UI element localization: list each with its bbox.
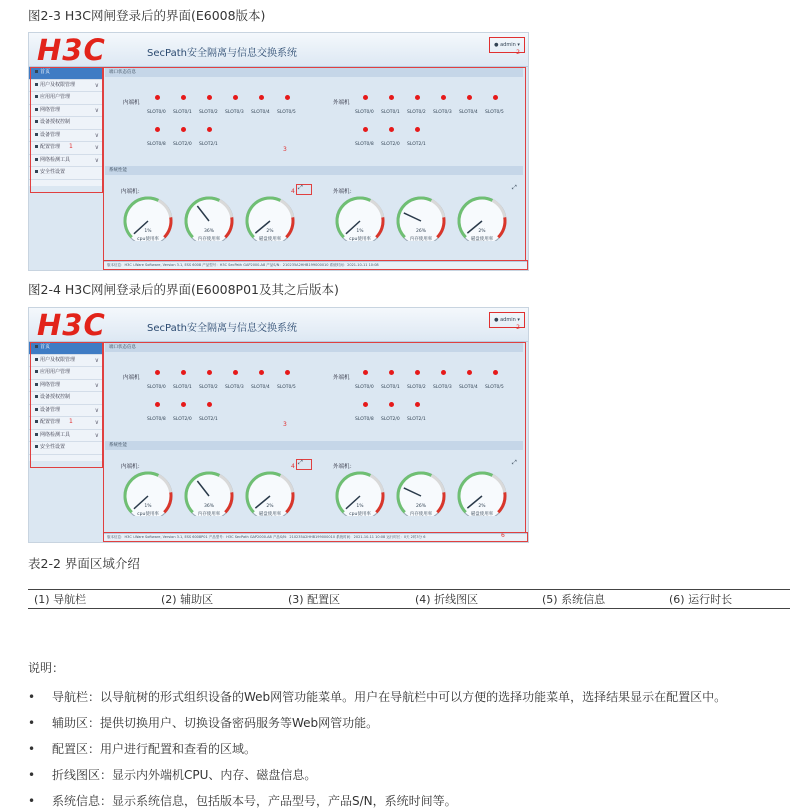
slot-label: SLOT0/0 <box>355 385 374 390</box>
usage-gauge <box>394 470 448 516</box>
slot-label: SLOT0/8 <box>355 142 374 147</box>
gauge-label: 磁盘使用率 <box>470 512 494 517</box>
port-status-dot <box>181 95 186 100</box>
note-title: 说明： <box>28 661 65 675</box>
usage-gauge <box>243 470 297 516</box>
gauge-dial <box>333 470 387 516</box>
port-status-header: 端口状态信息 <box>105 343 523 352</box>
port-status-dot <box>181 127 186 132</box>
gauge-dial <box>182 195 236 241</box>
area-table <box>28 589 790 609</box>
note-item: • 配置区：用户进行配置和查看的区域。 <box>28 742 257 756</box>
port-status-dot <box>155 370 160 375</box>
chevron-down-icon: ∨ <box>94 144 99 151</box>
nav-item-label: 首页 <box>40 69 51 75</box>
screenshot-e6008 <box>28 32 529 271</box>
nav-item-label: 安全性设置 <box>40 444 66 450</box>
gauge-value: 1% <box>144 229 152 234</box>
port-status-dot <box>415 127 420 132</box>
slot-label: SLOT0/4 <box>251 385 270 390</box>
gauge-value: 2% <box>266 504 274 509</box>
slot-label: SLOT2/0 <box>381 142 400 147</box>
gauge-value: 1% <box>144 504 152 509</box>
port-status-dot <box>207 95 212 100</box>
nav-item-label: 网络检测工具 <box>40 156 71 163</box>
usage-gauge <box>182 195 236 241</box>
gauge-dial <box>394 195 448 241</box>
slot-label: SLOT0/8 <box>355 417 374 422</box>
port-status-dot <box>181 370 186 375</box>
port-status-dot <box>493 370 498 375</box>
gauge-label: 内存使用率 <box>409 512 433 517</box>
port-status-dot <box>389 402 394 407</box>
nav-item-label: 设备管理 <box>40 406 61 413</box>
slot-label: SLOT0/2 <box>199 385 218 390</box>
port-status-dot <box>363 95 368 100</box>
gauge-dial <box>182 470 236 516</box>
admin-user-button[interactable]: ● admin ▾ <box>489 37 525 53</box>
nav-item-label: 应用用户管理 <box>40 369 71 375</box>
nav-item-label: 设备授权控制 <box>40 119 71 125</box>
slot-label: SLOT0/4 <box>251 110 270 115</box>
admin-user-button[interactable]: ● admin ▾ <box>489 312 525 328</box>
gauge-dial <box>243 470 297 516</box>
port-status-dot <box>415 402 420 407</box>
slot-label: SLOT2/1 <box>407 142 426 147</box>
port-status-dot <box>389 370 394 375</box>
nav-item-label: 用户及权限管理 <box>40 81 76 88</box>
region-marker-2: 2 <box>516 324 520 331</box>
slot-label: SLOT2/1 <box>199 417 218 422</box>
gauge-value: 2% <box>478 229 486 234</box>
gauge-dial <box>243 195 297 241</box>
chevron-down-icon: ∨ <box>94 106 99 114</box>
nav-item-label: 网络检测工具 <box>40 431 71 438</box>
system-name: SecPath安全隔离与信息交换系统 <box>147 323 297 334</box>
outer-perf-label: 外端机： <box>333 464 356 470</box>
chevron-down-icon: ∨ <box>94 356 99 364</box>
port-status-dot <box>363 402 368 407</box>
nav-item-label: 设备授权控制 <box>40 394 71 400</box>
inner-machine-label: 内端机 <box>123 375 140 381</box>
nav-item-label: 配置管理 <box>40 144 61 150</box>
note-item: • 导航栏：以导航树的形式组织设备的Web网管功能菜单。用户在导航栏中可以方便的选择功能菜单，选择结果显示在配置区中。 <box>28 690 727 704</box>
port-status-dot <box>441 95 446 100</box>
slot-label: SLOT0/3 <box>433 110 452 115</box>
port-status-dot <box>389 127 394 132</box>
app-header <box>29 33 528 67</box>
usage-gauge <box>455 470 509 516</box>
note-item: • 辅助区：提供切换用户、切换设备密码服务等Web网管功能。 <box>28 716 379 730</box>
usage-gauge <box>455 195 509 241</box>
slot-label: SLOT0/2 <box>199 110 218 115</box>
slot-label: SLOT0/5 <box>277 385 296 390</box>
slot-label: SLOT0/2 <box>407 110 426 115</box>
gauge-label: 磁盘使用率 <box>470 237 494 242</box>
port-status-dot <box>285 95 290 100</box>
gauge-value: 26% <box>415 229 427 234</box>
port-status-dot <box>233 95 238 100</box>
chevron-down-icon: ∨ <box>94 381 99 389</box>
region-marker-3: 3 <box>283 421 287 428</box>
chevron-down-icon: ∨ <box>94 81 99 89</box>
nav-item-label: 应用用户管理 <box>40 94 71 100</box>
system-perf-header: 系统性能 <box>105 166 523 175</box>
figure-caption-1: 图2-3 H3C网闸登录后的界面(E6008版本) <box>28 8 266 23</box>
slot-label: SLOT0/8 <box>147 417 166 422</box>
port-status-dot <box>259 370 264 375</box>
table-cell: (4) 折线图区 <box>409 590 536 609</box>
slot-label: SLOT0/1 <box>381 385 400 390</box>
slot-label: SLOT0/2 <box>407 385 426 390</box>
usage-gauge <box>333 470 387 516</box>
chart-toggle-icon[interactable]: ⤢ <box>512 459 517 466</box>
gauge-label: 磁盘使用率 <box>258 512 282 517</box>
slot-label: SLOT0/8 <box>147 142 166 147</box>
gauge-dial <box>121 470 175 516</box>
chevron-down-icon: ∨ <box>94 406 99 414</box>
region-box-1 <box>30 342 103 468</box>
inner-machine-label: 内端机 <box>123 100 140 106</box>
outer-perf-label: 外端机： <box>333 189 356 195</box>
port-status-dot <box>207 127 212 132</box>
gauge-label: cpu使用率 <box>349 237 371 242</box>
chevron-down-icon: ∨ <box>94 131 99 139</box>
region-box-1 <box>30 67 103 193</box>
region-marker-1: 1 <box>69 143 73 150</box>
port-status-dot <box>155 95 160 100</box>
port-status-dot <box>415 95 420 100</box>
slot-label: SLOT0/5 <box>485 110 504 115</box>
slot-label: SLOT0/1 <box>381 110 400 115</box>
gauge-value: 1% <box>356 229 364 234</box>
h3c-logo: H3C <box>37 33 106 67</box>
gauge-dial <box>455 470 509 516</box>
screenshot-e6008p01 <box>28 307 529 543</box>
slot-label: SLOT0/5 <box>485 385 504 390</box>
port-status-dot <box>155 402 160 407</box>
port-status-dot <box>155 127 160 132</box>
inner-perf-label: 内端机： <box>121 189 144 195</box>
table-caption: 表2-2 界面区域介绍 <box>28 556 140 571</box>
nav-item-label: 用户及权限管理 <box>40 356 76 363</box>
outer-machine-label: 外端机 <box>333 375 350 381</box>
gauge-label: cpu使用率 <box>137 512 159 517</box>
region-marker-4: 4 <box>291 463 295 470</box>
nav-item-label: 网络管理 <box>40 106 61 113</box>
gauge-value: 36% <box>203 504 215 509</box>
gauge-value: 2% <box>478 504 486 509</box>
slot-label: SLOT0/0 <box>147 110 166 115</box>
gauge-value: 1% <box>356 504 364 509</box>
usage-gauge <box>121 195 175 241</box>
chevron-down-icon: ∨ <box>94 419 99 426</box>
region-box-5 <box>103 260 528 270</box>
h3c-logo: H3C <box>37 308 106 342</box>
port-status-header: 端口状态信息 <box>105 68 523 77</box>
app-header <box>29 308 528 342</box>
figure-caption-2: 图2-4 H3C网闸登录后的界面(E6008P01及其之后版本) <box>28 282 339 297</box>
slot-label: SLOT2/0 <box>381 417 400 422</box>
system-name: SecPath安全隔离与信息交换系统 <box>147 48 297 59</box>
port-status-dot <box>467 95 472 100</box>
port-status-dot <box>363 127 368 132</box>
port-status-dot <box>493 95 498 100</box>
slot-label: SLOT0/5 <box>277 110 296 115</box>
region-marker-3: 3 <box>283 146 287 153</box>
usage-gauge <box>394 195 448 241</box>
slot-label: SLOT0/3 <box>225 385 244 390</box>
port-status-dot <box>207 402 212 407</box>
note-item: • 折线图区：显示内外端机CPU、内存、磁盘信息。 <box>28 768 317 782</box>
gauge-dial <box>455 195 509 241</box>
usage-gauge <box>243 195 297 241</box>
gauge-label: 磁盘使用率 <box>258 237 282 242</box>
region-marker-2: 2 <box>516 49 520 56</box>
outer-machine-label: 外端机 <box>333 100 350 106</box>
port-status-dot <box>415 370 420 375</box>
gauge-label: cpu使用率 <box>349 512 371 517</box>
slot-label: SLOT0/1 <box>173 385 192 390</box>
chevron-down-icon: ∨ <box>94 431 99 439</box>
slot-label: SLOT0/3 <box>225 110 244 115</box>
system-perf-header: 系统性能 <box>105 441 523 450</box>
slot-label: SLOT2/1 <box>407 417 426 422</box>
port-status-dot <box>363 370 368 375</box>
gauge-label: 内存使用率 <box>197 512 221 517</box>
usage-gauge <box>182 470 236 516</box>
port-status-dot <box>181 402 186 407</box>
system-info-bar: 版本信息：H3C i-Ware Software, Version 3.1, ESS 6008 产品型号：H3C SecPath GAP2000-A8 产品S/N：210235A2HHB199000010 系统时间：2021-10-11 10:08 <box>103 261 528 269</box>
nav-item-label: 配置管理 <box>40 419 61 425</box>
slot-label: SLOT0/0 <box>355 110 374 115</box>
nav-item-label: 网络管理 <box>40 381 61 388</box>
gauge-dial <box>333 195 387 241</box>
slot-label: SLOT2/0 <box>173 417 192 422</box>
chevron-down-icon: ∨ <box>94 156 99 164</box>
nav-item-label: 设备管理 <box>40 131 61 138</box>
table-cell: (5) 系统信息 <box>536 590 663 609</box>
port-status-dot <box>467 370 472 375</box>
slot-label: SLOT0/3 <box>433 385 452 390</box>
region-marker-4: 4 <box>291 188 295 195</box>
chart-toggle-icon[interactable]: ⤢ <box>298 459 303 466</box>
port-status-dot <box>389 95 394 100</box>
port-status-dot <box>441 370 446 375</box>
gauge-label: 内存使用率 <box>197 237 221 242</box>
nav-item-label: 安全性设置 <box>40 169 66 175</box>
slot-label: SLOT0/0 <box>147 385 166 390</box>
table-cell: (3) 配置区 <box>282 590 409 609</box>
port-status-dot <box>285 370 290 375</box>
slot-label: SLOT0/4 <box>459 110 478 115</box>
table-cell: (2) 辅助区 <box>155 590 282 609</box>
slot-label: SLOT0/4 <box>459 385 478 390</box>
gauge-value: 26% <box>415 504 427 509</box>
gauge-label: cpu使用率 <box>137 237 159 242</box>
table-cell: (1) 导航栏 <box>28 590 155 609</box>
usage-gauge <box>121 470 175 516</box>
gauge-value: 36% <box>203 229 215 234</box>
gauge-value: 2% <box>266 229 274 234</box>
region-marker-6: 6 <box>501 532 505 539</box>
inner-perf-label: 内端机： <box>121 464 144 470</box>
port-status-dot <box>207 370 212 375</box>
slot-label: SLOT2/0 <box>173 142 192 147</box>
slot-label: SLOT2/1 <box>199 142 218 147</box>
gauge-dial <box>394 470 448 516</box>
nav-item-label: 首页 <box>40 344 51 350</box>
slot-label: SLOT0/1 <box>173 110 192 115</box>
gauge-dial <box>121 195 175 241</box>
region-box-5 <box>103 532 528 542</box>
note-item: • 系统信息：显示系统信息，包括版本号，产品型号，产品S/N，系统时间等。 <box>28 794 457 808</box>
gauge-label: 内存使用率 <box>409 237 433 242</box>
usage-gauge <box>333 195 387 241</box>
port-status-dot <box>233 370 238 375</box>
port-status-dot <box>259 95 264 100</box>
system-info-bar: 版本信息：H3C i-Ware Software, Version 3.1, ESS 6008P01 产品型号：H3C SecPath GAP2000-A8 产品S/N：210235A2HHB199000010 系统时间：2021-10-11 10:08 运行时长：0天 2时3分 6 <box>103 533 528 541</box>
region-marker-1: 1 <box>69 418 73 425</box>
chart-toggle-icon[interactable]: ⤢ <box>512 184 517 191</box>
chart-toggle-icon[interactable]: ⤢ <box>298 184 303 191</box>
table-cell: (6) 运行时长 <box>663 590 790 609</box>
